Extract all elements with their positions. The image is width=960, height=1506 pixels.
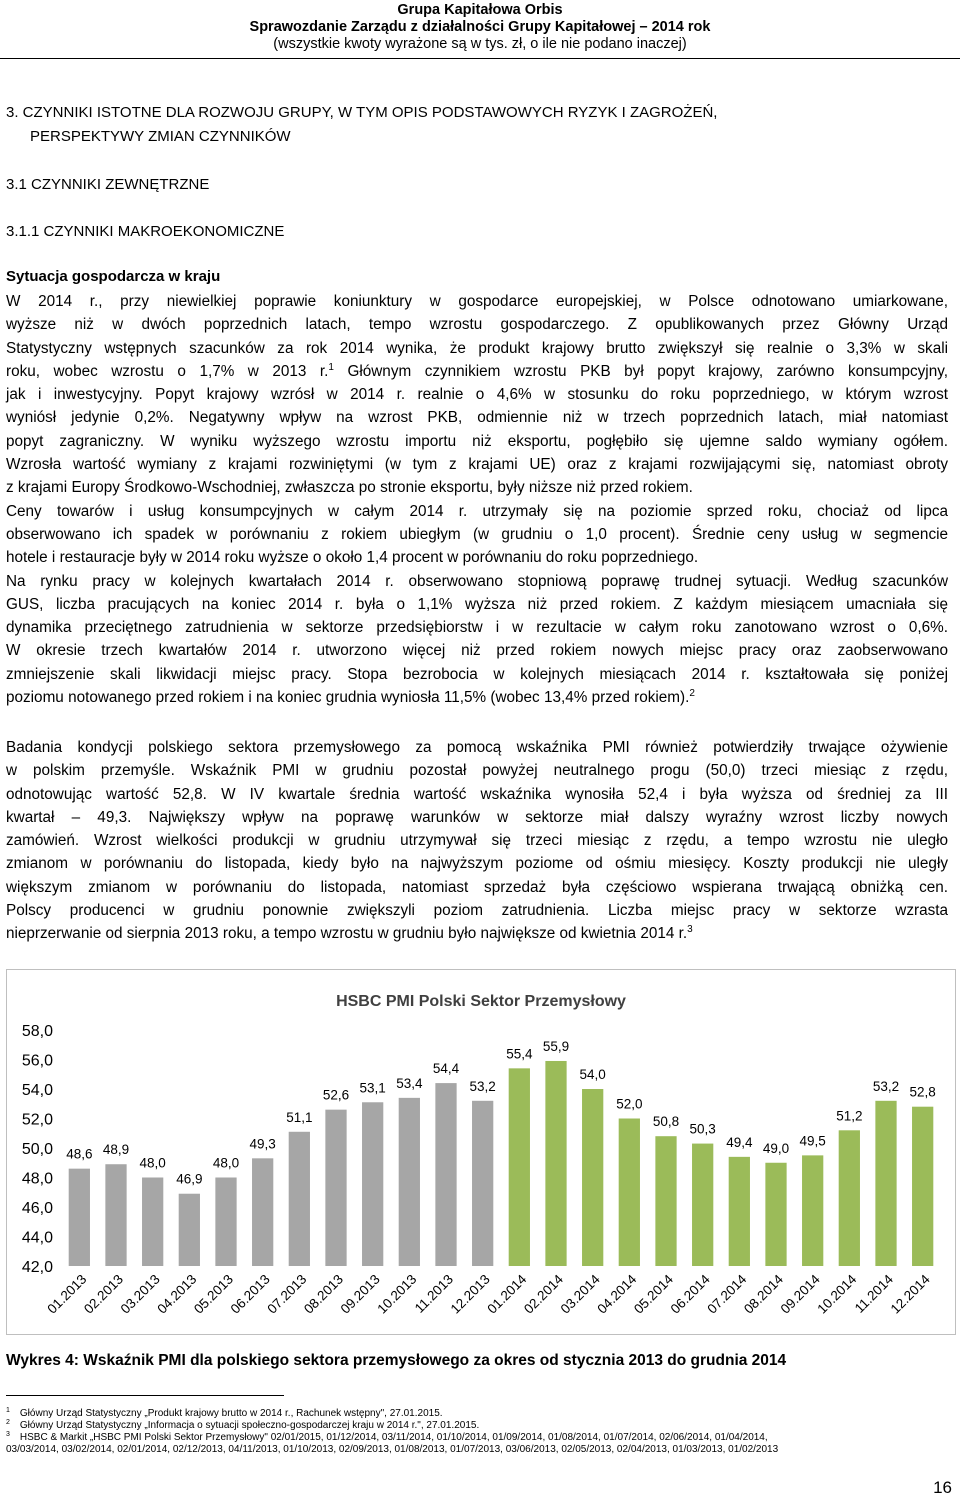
bar (802, 1155, 823, 1266)
data-label: 48,0 (212, 1155, 240, 1171)
bar (509, 1068, 530, 1266)
x-tick-label: 01.2014 (484, 1271, 530, 1317)
x-tick-label: 02.2013 (80, 1271, 127, 1317)
x-tick-label: 10.2014 (814, 1271, 860, 1317)
bar (839, 1130, 860, 1266)
x-tick-label: 12.2013 (447, 1271, 493, 1317)
paragraph-pmi: Badania kondycji polskiego sektora przemysłowego za pomocą wskaźnika PMI również potwierdziły trwające ożywienie w polskim przemyśle. Wskaźnik PMI w grudniu pozostał powyżej neutralnego progu (50,0) trzeci miesiąc z rzędu, odnotowując wartość 52,8. W IV kwartale średnia wartość wskaźnika wynosiła 52,4 i była wyższa od średniej za III kwartał – 49,3. Największy wpływ na poprawę warunków w sektorze miał dalszy wyraźny wzrost liczby nowych zamówień. Wzrost wielkości produkcji w grudniu utrzymywał się trzeci miesiąc z rzędu, a tempo wzrostu nie uległo zmianom w porównaniu do listopada, kiedy było na najwyższym poziome od ośmiu miesięcy. Koszty produkcji nie uległy większym zmianom w porównaniu do listopada, natomiast sprzedaż była częściowo wspierana trwającą obniżką cen. Polscy producenci w grudniu ponownie zwiększyli poziom zatrudnienia. Liczba miejsc pracy w sektorze wzrasta nieprzerwanie od sierpnia 2013 roku, a tempo wzrostu w grudniu było największe od kwietnia 2014 r.$^3$ (6, 739, 948, 943)
x-tick-label: 03.2014 (557, 1271, 603, 1317)
header-report: Sprawozdanie Zarządu z działalności Grupy Kapitałowej – 2014 rok (249, 19, 711, 35)
data-label: 53,4 (396, 1075, 423, 1091)
bar (619, 1119, 640, 1267)
pmi-chart (6, 969, 956, 1335)
footnote-2: $^2$ Główny Urząd Statystyczny „Informacja o sytuacji społeczno-gospodarczej kraju w 2014 r.", 27.01.2015. (6, 1418, 480, 1431)
section-heading-3-1: 3.1 CZYNNIKI ZEWNĘTRZNE (6, 176, 210, 193)
x-tick-label: 06.2013 (227, 1271, 273, 1317)
header-note: (wszystkie kwoty wyrażone są w tys. zł, o ile nie podano inaczej) (273, 36, 687, 52)
x-tick-label: 03.2013 (117, 1271, 163, 1317)
footnote-1: $^1$ Główny Urząd Statystyczny „Produkt krajowy brutto w 2014 r., Rachunek wstępny", 27.01.2015. (6, 1406, 443, 1419)
paragraph-economy: W 2014 r., przy niewielkiej poprawie koniunktury w gospodarce europejskiej, w Polsce odnotowano umiarkowane, wyższe niż w dwóch poprzednich latach, tempo wzrostu gospodarczego. Z opublikowanych przez Główny Urząd Statystyczny wstępnych szacunków za rok 2014 wynika, że produkt krajowy brutto zwiększył się realnie o 3,3% w skali roku, wobec wzrostu o 1,7% w 2013 r.$^1$ Głównym czynnikiem wzrostu PKB był popyt krajowy, zarówno konsumpcyjny, jak i inwestycyjny. Popyt krajowy wzrósł w 2014 r. realnie o 4,6% w stosunku do roku poprzedniego, w którym wzrost wyniósł jedynie 0,2%. Negatywny wpływ na wzrost PKB, odmiennie niż w trzech poprzednich latach, miał natomiast popyt zagraniczny. W wyniku wyższego wzrostu importu niż eksportu, pogłębiło się ujemne saldo wymiany ogółem. Wzrosła wartość wymiany z krajami rozwiniętymi (w tym z krajami UE) oraz z krajami rozwijającymi się, natomiast obroty z krajami Europy Środkowo-Wschodniej, zwłaszcza po stronie eksportu, były niższe niż przed rokiem. Ceny towarów i usług konsumpcyjnych w całym 2014 r. utrzymały się na poziomie sprzed roku, chociaż od lipca obserwowano ich spadek w porównaniu z rokiem ubiegłym (w grudniu o 1,0 procent). Średnie ceny usług w segmencie hotele i restauracje były w 2014 roku wyższe o około 1,4 procent w porównaniu do roku poprzedniego. Na rynku pracy w kolejnych kwartałach 2014 r. obserwowano stopniową poprawę trudnej sytuacji. Według szacunków GUS, liczba pracujących na koniec 2014 r. była o 1,1% wyższa niż przed rokiem. Z każdym miesiącem umacniała się dynamika przeciętnego zatrudnienia w sektorze przedsiębiorstw i w rezultacie w całym roku zanotowano wzrost o 0,6%. W okresie trzech kwartałów 2014 r. utworzono więcej niż przed rokiem nowych miejsc pracy oraz zaobserwowano zmniejszenie skali likwidacji miejsc pracy. Stopa bezrobocia w kolejnych miesiącach 2014 r. kształtowała się poniżej poziomu notowanego przed rokiem i na koniec grudnia wyniosła 11,5% (wobec 13,4% przed rokiem).$^2$ (6, 293, 948, 707)
bar (472, 1101, 493, 1266)
header-divider (0, 58, 960, 59)
bar (545, 1061, 566, 1266)
bar (142, 1178, 163, 1267)
data-label: 52,0 (616, 1096, 643, 1112)
x-tick-label: 07.2014 (704, 1271, 750, 1317)
x-tick-label: 11.2013 (411, 1271, 457, 1316)
data-label: 48,9 (102, 1142, 130, 1158)
data-label: 49,4 (726, 1134, 753, 1150)
chart-title: HSBC PMI Polski Sektor Przemysłowy (336, 993, 626, 1010)
bar (215, 1178, 236, 1267)
x-tick-label: 09.2013 (337, 1271, 383, 1317)
bar (289, 1132, 310, 1266)
footnote-3-cont: 03/03/2014, 03/02/2014, 02/01/2014, 02/12/2013, 04/11/2013, 01/10/2013, 02/09/2013, 01/08/2013, 01/07/2013, 03/06/2013, 02/05/2013, 02/04/2013, 01/03/2013, 01/02/2013 (6, 1444, 779, 1455)
y-tick-label: 42,0 (21, 1259, 53, 1276)
bar (435, 1083, 456, 1266)
bar (655, 1136, 676, 1266)
bar (692, 1144, 713, 1266)
chart-caption: Wykres 4: Wskaźnik PMI dla polskiego sektora przemysłowego za okres od stycznia 2013 do grudnia 2014 (6, 1352, 787, 1369)
data-label: 53,1 (359, 1080, 386, 1096)
data-label: 53,2 (872, 1078, 900, 1094)
section-heading-3: 3. CZYNNIKI ISTOTNE DLA ROZWOJU GRUPY, W TYM OPIS PODSTAWOWYCH RYZYK I ZAGROŻEŃ, (6, 104, 718, 121)
bar (582, 1089, 603, 1266)
bar (912, 1107, 933, 1266)
footnote-3: $^3$ HSBC & Markit „HSBC PMI Polski Sektor Przemysłowy" 02/01/2015, 01/12/2014, 03/11/2014, 01/10/2014, 01/09/2014, 01/08/2014, 01/07/2014, 02/06/2014, 01/04/2014, (6, 1430, 768, 1443)
page-header (0, 0, 960, 53)
x-tick-label: 07.2013 (264, 1271, 310, 1317)
data-label: 48,0 (139, 1155, 166, 1171)
bar (179, 1194, 200, 1266)
data-label: 55,9 (542, 1038, 570, 1054)
footnote-ref-1: 1 (328, 361, 334, 373)
data-label: 46,9 (176, 1171, 203, 1187)
x-tick-label: 12.2014 (887, 1271, 933, 1317)
y-tick-label: 58,0 (21, 1023, 53, 1040)
y-tick-label: 44,0 (21, 1229, 53, 1247)
data-label: 53,2 (469, 1078, 496, 1094)
data-label: 55,4 (506, 1046, 533, 1062)
x-tick-label: 02.2014 (520, 1271, 567, 1317)
header-company: Grupa Kapitałowa Orbis (397, 2, 563, 18)
bar (399, 1098, 420, 1266)
bar (105, 1164, 126, 1266)
y-tick-label: 48,0 (21, 1170, 53, 1188)
pmi-chart-svg (7, 970, 955, 1334)
data-label: 50,3 (689, 1121, 716, 1137)
y-tick-label: 52,0 (21, 1111, 53, 1129)
x-tick-label: 05.2014 (630, 1271, 677, 1317)
x-tick-label: 09.2014 (777, 1271, 823, 1317)
data-label: 49,3 (249, 1136, 276, 1152)
subsection-title: Sytuacja gospodarcza w kraju (6, 268, 221, 285)
x-tick-label: 08.2014 (740, 1271, 787, 1317)
footnote-divider (6, 1395, 284, 1396)
bar (875, 1101, 896, 1266)
x-tick-label: 01.2013 (44, 1271, 90, 1317)
data-label: 52,6 (322, 1087, 350, 1103)
x-tick-label: 06.2014 (667, 1271, 713, 1317)
data-label: 51,1 (286, 1109, 313, 1125)
y-tick-label: 54,0 (21, 1082, 53, 1099)
x-tick-label: 05.2013 (190, 1271, 237, 1317)
data-label: 51,2 (836, 1108, 863, 1124)
data-label: 54,4 (432, 1061, 460, 1077)
data-label: 50,8 (652, 1114, 680, 1130)
data-label: 48,6 (66, 1146, 93, 1162)
bar (729, 1157, 750, 1266)
y-tick-label: 50,0 (21, 1141, 53, 1158)
x-tick-label: 08.2013 (300, 1271, 347, 1317)
footnote-ref-3: 3 (687, 924, 693, 936)
x-tick-label: 04.2013 (154, 1271, 200, 1317)
footnote-ref-2: 2 (689, 687, 695, 699)
x-tick-label: 10.2013 (374, 1271, 420, 1317)
y-tick-label: 46,0 (21, 1200, 53, 1217)
section-heading-3-cont: PERSPEKTYWY ZMIAN CZYNNIKÓW (30, 128, 291, 145)
bar (252, 1158, 273, 1266)
section-heading-3-1-1: 3.1.1 CZYNNIKI MAKROEKONOMICZNE (6, 223, 285, 240)
bar (362, 1102, 383, 1266)
bar (325, 1110, 346, 1266)
bar (69, 1169, 90, 1266)
bar (765, 1163, 786, 1266)
page-number: 16 (933, 1478, 952, 1497)
y-tick-label: 56,0 (21, 1052, 53, 1070)
data-label: 52,8 (909, 1084, 936, 1100)
x-tick-label: 11.2014 (851, 1271, 897, 1316)
data-label: 54,0 (579, 1067, 606, 1082)
data-label: 49,5 (799, 1133, 826, 1149)
x-tick-label: 04.2014 (594, 1271, 640, 1317)
data-label: 49,0 (762, 1140, 790, 1156)
